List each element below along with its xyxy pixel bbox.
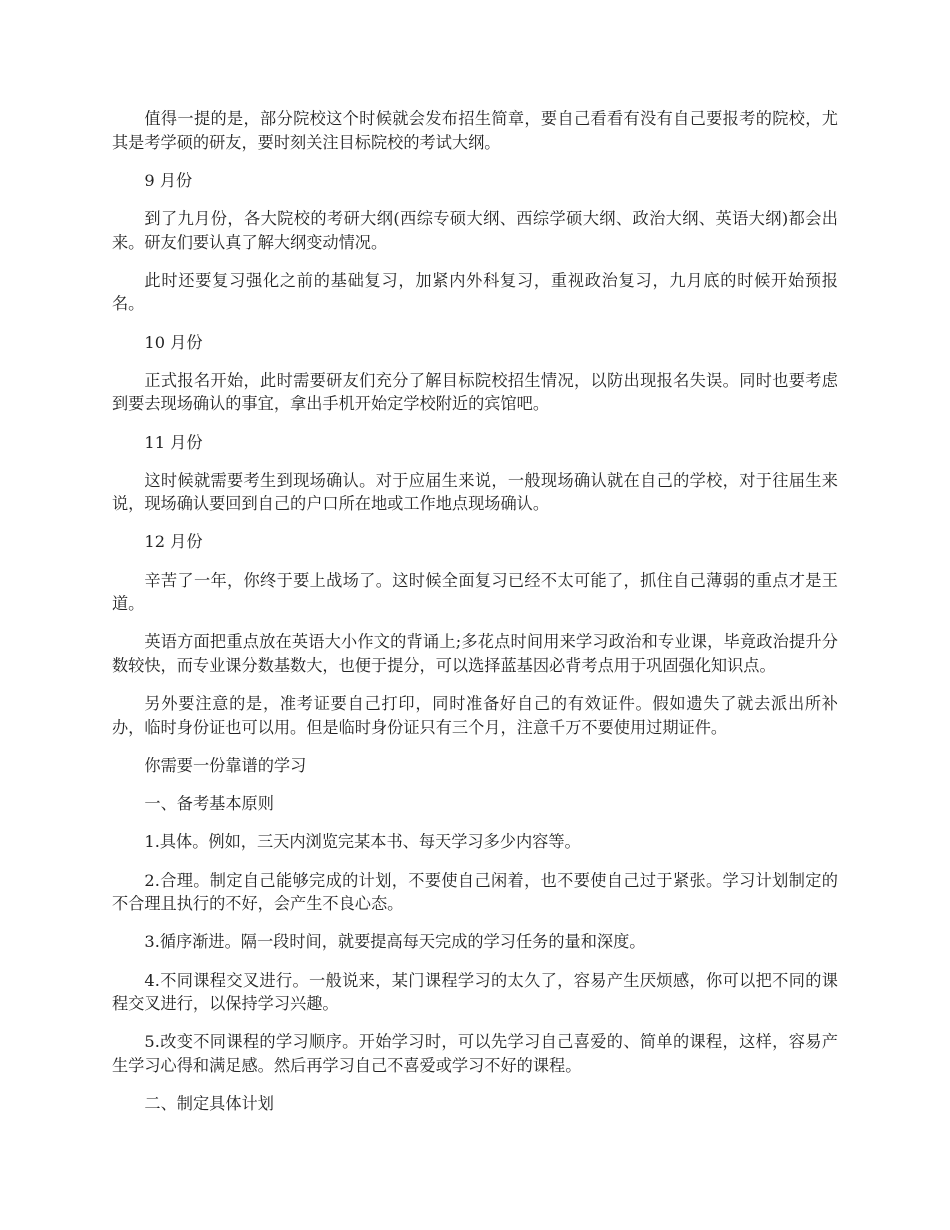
list-item-reasonable: 2.合理。制定自己能够完成的计划，不要使自己闲着，也不要使自己过于紧张。学习计划制定的不合理且执行的不好，会产生不良心态。 [112, 870, 838, 914]
list-item-alternate-courses: 4.不同课程交叉进行。一般说来，某门课程学习的太久了，容易产生厌烦感，你可以把不同的课程交叉进行，以保持学习兴趣。 [112, 970, 838, 1014]
heading-december: 12 月份 [144, 532, 203, 552]
document-body [112, 107, 838, 1130]
paragraph-pre-registration: 此时还要复习强化之前的基础复习，加紧内外科复习，重视政治复习，九月底的时候开始预报名。 [112, 270, 838, 314]
paragraph-onsite-confirmation: 这时候就需要考生到现场确认。对于应届生来说，一般现场确认就在自己的学校，对于往届生来说，现场确认要回到自己的户口所在地或工作地点现场确认。 [112, 470, 838, 514]
heading-basic-principles: 一、备考基本原则 [144, 794, 274, 814]
paragraph-formal-registration: 正式报名开始，此时需要研友们充分了解目标院校招生情况，以防出现报名失误。同时也要考虑到要去现场确认的事宜，拿出手机开始定学校附近的宾馆吧。 [112, 370, 838, 414]
heading-november: 11 月份 [144, 432, 203, 452]
list-item-change-order: 5.改变不同课程的学习顺序。开始学习时，可以先学习自己喜爱的、简单的课程，这样，容易产生学习心得和满足感。然后再学习自己不喜爱或学习不好的课程。 [112, 1032, 838, 1075]
paragraph-school-brochure: 值得一提的是，部分院校这个时候就会发布招生简章，要自己看看有没有自己要报考的院校，尤其是考学硕的研友，要时刻关注目标院校的考试大纲。 [112, 109, 838, 152]
paragraph-english-politics: 英语方面把重点放在英语大小作文的背诵上;多花点时间用来学习政治和专业课，毕竟政治提升分数较快，而专业课分数基数大，也便于提分，可以选择蓝基因必背考点用于巩固强化知识点。 [112, 632, 838, 676]
paragraph-final-stage: 辛苦了一年，你终于要上战场了。这时候全面复习已经不太可能了，抓住自己薄弱的重点才是王道。 [112, 570, 838, 614]
paragraph-syllabus-release: 到了九月份，各大院校的考研大纲(西综专硕大纲、西综学硕大纲、政治大纲、英语大纲)都会出来。研友们要认真了解大纲变动情况。 [112, 208, 838, 252]
list-item-gradual: 3.循序渐进。隔一段时间，就要提高每天完成的学习任务的量和深度。 [144, 932, 646, 952]
paragraph-admission-ticket: 另外要注意的是，准考证要自己打印，同时准备好自己的有效证件。假如遗失了就去派出所补办，临时身份证也可以用。但是临时身份证只有三个月，注意千万不要使用过期证件。 [112, 694, 838, 737]
heading-september: 9 月份 [144, 170, 193, 190]
paragraph-reliable-study: 你需要一份靠谱的学习 [144, 756, 307, 775]
heading-october: 10 月份 [144, 332, 203, 352]
heading-specific-plan: 二、制定具体计划 [144, 1094, 274, 1114]
list-item-specific: 1.具体。例如，三天内浏览完某本书、每天学习多少内容等。 [144, 832, 581, 852]
